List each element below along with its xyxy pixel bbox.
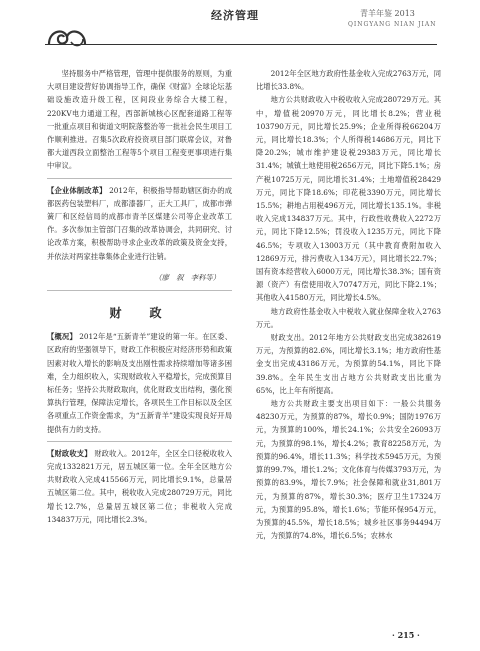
paragraph: 地方公共财政主要支出项目如下：一般公共服务48230万元，为预算的87%，增长0.9%；国防1976万元，为预算的100%，增长24.1%；公共安全26093万元，为预算的98.1%，增长4.2%；教育82258万元，为预算的96.4%，增长11.3%；科学技术5945万元，为预算的99.7%，增长1.2%；文化体育与传媒3793万元，为预算的83.9%，增长7.9%；社会保障和就业31,801万元，为预算的87%，增长30.3%；医疗卫生17324万元，为预算的95.8%，增长1.6%；节能环保954万元，为预算的45.5%，增长18.5%；城乡社区事务94494万元，为预算的74.8%，增长6.5%；农林水 [256, 399, 441, 541]
section-heading: 财 政 [109, 306, 170, 321]
section-tag: 【企业体制改革】 [47, 185, 107, 195]
right-column [256, 67, 441, 542]
paragraph: 地方政府性基金收入中税收入就业保障金收入2763万元。 [256, 306, 441, 329]
section-tag: 【财政收支】 [47, 448, 92, 458]
paragraph [47, 447, 232, 526]
page-title: 经济管理 [211, 9, 259, 22]
header-rule [45, 44, 437, 45]
divider [47, 441, 232, 442]
paragraph: 坚持服务中严格管理，管理中提供服务的原则，为重大项目建设营好协调指导工作，确保《财富》全球论坛基础设施改造升级工程，区间段业务综合大楼工程，220KV电力通道工程，西部新城核心区配套道路工程等一批重点项目和街道文明院落整治等一批社会民生项目工作顺利推进。召集5次政府投资项目部门联席会议，对鲁都大道西段立面整治工程等5个项目工程变更事项进行集中审议。 [47, 69, 232, 171]
paragraph-text: 2012年是“五新青羊”建设的第一年。在区委、区政府的坚强领导下，财政工作积极应对经济形势和政策因素对收入增长的影响及支出刚性需求持续增加等诸多困难，全力组织收入，实现财政收入平稳增长，完成预算目标任务；坚持公共财政取向，优化财政支出结构，强化预算执行管理，保障法定增长，各项民生工作目标以及全区各项重点工作资金需求，为“五新青羊”建设实现良好开局提供有力的支持。 [47, 332, 233, 434]
paragraph: 2012年全区地方政府性基金收入完成2763万元，同比增长33.8%。 [256, 69, 441, 92]
left-column [47, 67, 232, 526]
section-tag: 【概况】 [47, 332, 77, 342]
swirl-ornament-icon [45, 24, 89, 50]
paragraph-text: 财政收入。2012年，全区全口径税收收入完成1332821万元，居五城区第一位。全年全区地方公共财政收入完成415566万元，同比增长9.1%，总量居五城区第二位。其中，税收收入完成280729万元，同比增长12.7%，总量居五城区第二位；非税收入完成134837万元，同比增长2.3%。 [47, 448, 233, 524]
page-number: · 215 · [392, 630, 420, 640]
yearbook-name: 青羊年鉴 2013 [360, 9, 415, 18]
paragraph: 地方公共财政收入中税收收入完成280729万元。其中，增值税20970万元，同比增长8.2%；营业税103790万元，同比增长25.9%；企业所得税66204万元，同比增长18.3%；个人所得税14686万元，同比下降20.2%；城市维护建设税29383万元，同比增长31.4%；城镇土地使用税2656万元，同比下降5.1%；房产税10725万元，同比增长31.4%；土地增值税28429万元，同比下降18.6%；印花税3390万元，同比增长15.5%；耕地占用税496万元，同比增长135.1%。非税收入完成134837万元。其中，行政性收费收入2272万元，同比下降12.5%；罚没收入1235万元，同比下降46.5%；专项收入13003万元（其中教育费附加收入12869万元，排污费收入134万元），同比增长22.7%；国有资本经营收入6000万元，同比增长38.3%；国有资源（资产）有偿使用收入70747万元，同比下降2.1%；其他收入41580万元，同比增长4.5%。 [256, 95, 441, 303]
yearbook-name-en: QINGYANG NIAN JIAN [348, 21, 437, 28]
divider [47, 178, 232, 179]
paragraph-text: 2012年，积极指导帮助辖区街办的成都医药包装塑料厂，成都漆器厂，正大工具厂，成都市弹簧厂和区经信局的成都市青羊区煤建公司等企业改革工作。多次参加主管部门召集的改革协调会，共同研究、讨论改革方案，积极帮助寻求企业改革的政策及资金支持，并依法对两家挂靠集体企业进行注销。 [47, 185, 233, 261]
divider [47, 290, 232, 291]
author-signature: （廖 叙 李科等） [154, 272, 220, 282]
paragraph [47, 184, 232, 263]
paragraph: 财政支出。2012年地方公共财政支出完成382619万元，为预算的82.6%，同比增长3.1%；地方政府性基金支出完成43186万元，为预算的54.1%，同比下降39.8%。全年民生支出占地方公共财政支出比重为65%，比上年有所提高。 [256, 333, 441, 395]
paragraph [47, 330, 232, 436]
page-header [0, 0, 480, 58]
